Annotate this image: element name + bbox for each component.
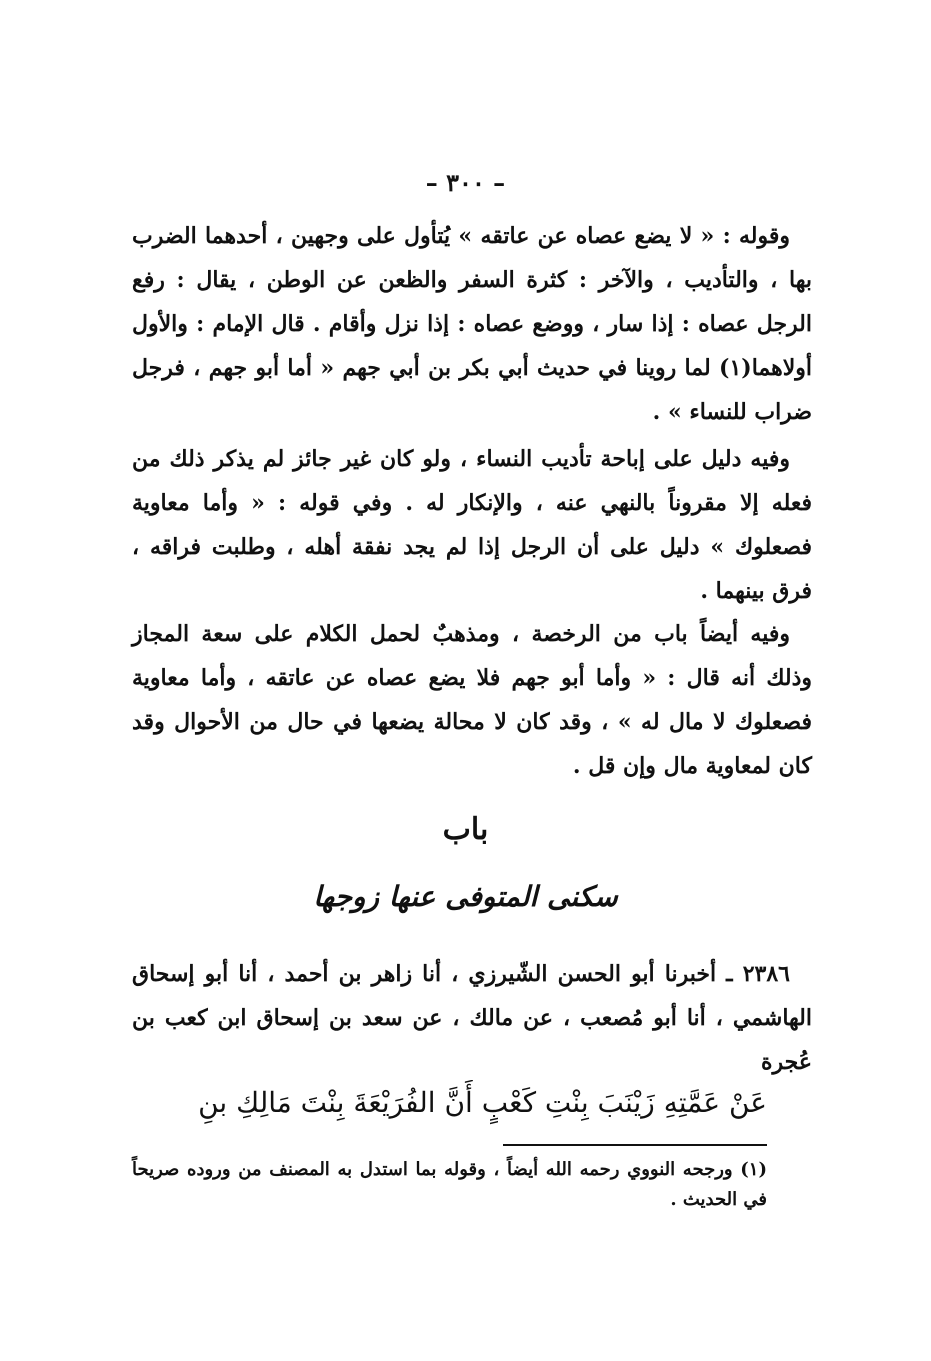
commentary-paragraph-3 [132, 612, 812, 788]
chapter-title: سكنى المتوفى عنها زوجها [313, 880, 618, 913]
commentary-text: وفيه دليل على إباحة تأديب النساء ، ولو كان غير جائز لم يذكر ذلك من فعله إلا مقروناً بالنهي عنه ، والإنكار له . وفي قوله : « وأما معاوية فصعلوك » دليل على أن الرجل إذا لم يجد نفقة أهله ، وطلبت فراقه ، فرق بينهما . [132, 446, 812, 604]
chapter-label: باب [442, 812, 489, 847]
page-number: – ٣٠٠ – [425, 168, 506, 197]
footnote-text: (١) ورجحه النووي رحمه الله أيضاً ، وقوله بما استدل به المصنف من وروده صريحاً في الحديث . [132, 1159, 767, 1210]
isnad-text: ٢٣٨٦ ـ أخبرنا أبو الحسن الشّيرزي ، أنا زاهر بن أحمد ، أنا أبو إسحاق الهاشمي ، أنا أبو مُصعب ، عن مالك ، عن سعد بن إسحاق ابن كعب بن عُجرة [132, 961, 812, 1075]
commentary-text: وقوله : « لا يضع عصاه عن عاتقه » يُتأول على وجهين ، أحدهما الضرب بها ، والتأديب ، والآخر : كثرة السفر والظعن عن الوطن ، يقال : رفع الرجل عصاه : إذا سار ، ووضع عصاه : إذا نزل وأقام . قال الإمام : والأول أولاهما(١) لما روينا في حديث أبي بكر بن أبي جهم « أما أبو جهم ، فرجل ضراب للنساء » . [132, 223, 812, 425]
commentary-paragraph-1 [132, 214, 812, 434]
commentary-text: وفيه أيضاً باب من الرخصة ، ومذهبٌ لحمل الكلام على سعة المجاز وذلك أنه قال : « وأما أبو جهم فلا يضع عصاه عن عاتقه ، وأما معاوية فصعلوك لا مال له » ، وقد كان لا محالة يضعها في حال من الأحوال وقد كان لمعاوية مال وإن قل . [132, 621, 812, 779]
hadith-text: عَنْ عَمَّتِهِ زَيْنَبَ بِنْتِ كَعْبٍ أَنَّ الفُرَيْعَةَ بِنْتَ مَالِكِ بنِ [198, 1086, 767, 1119]
footnote [132, 1155, 767, 1215]
footnote-divider [503, 1144, 767, 1146]
isnad-paragraph [132, 952, 812, 1084]
commentary-paragraph-2 [132, 437, 812, 613]
